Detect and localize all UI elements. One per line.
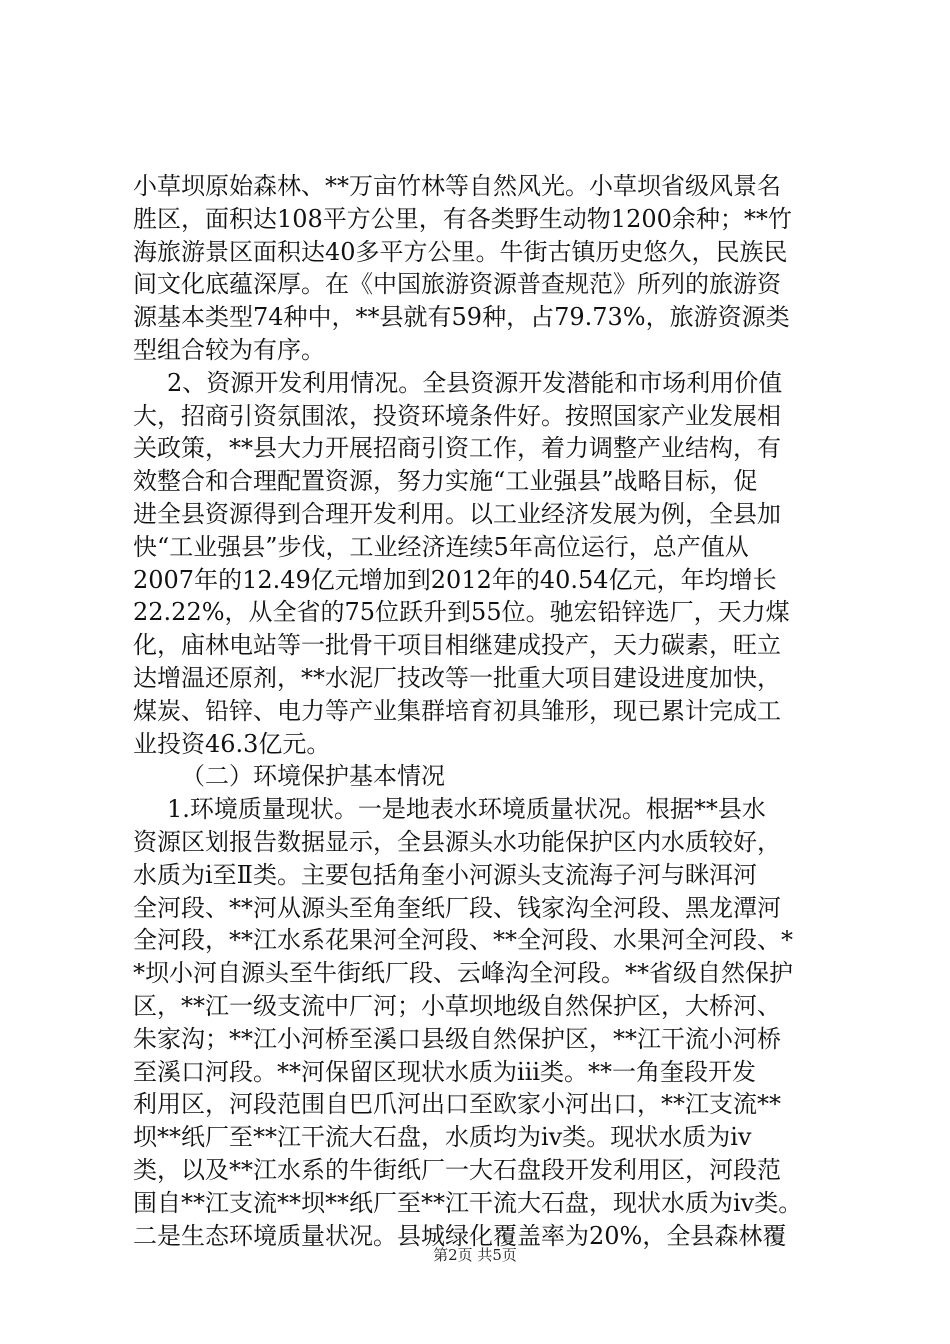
text-line: 间文化底蕴深厚。在《中国旅游资源普查规范》所列的旅游资	[133, 270, 781, 299]
text-line: 业投资46.3亿元。	[133, 729, 331, 758]
text-line: 二是生态环境质量状况。县城绿化覆盖率为20%，全县森林覆	[133, 1221, 787, 1250]
text-line: 2007年的12.49亿元增加到2012年的40.54亿元，年均增长	[133, 565, 777, 594]
section-heading: （二）环境保护基本情况	[181, 762, 445, 791]
text-line: 22.22%，从全省的75位跃升到55位。驰宏铅锌选厂，天力煤	[133, 598, 790, 627]
text-line: *坝小河自源头至牛街纸厂段、云峰沟全河段。**省级自然保护	[133, 959, 793, 988]
text-line: 煤炭、铅锌、电力等产业集群培育初具雏形，现已累计完成工	[133, 696, 781, 725]
text-line: 至溪口河段。**河保留区现状水质为ⅲ类。**一角奎段开发	[133, 1057, 757, 1086]
text-line: 全河段，**江水系花果河全河段、**全河段、水果河全河段、*	[133, 926, 793, 955]
text-line: 大，招商引资氛围浓，投资环境条件好。按照国家产业发展相	[133, 401, 781, 430]
text-line: 效整合和合理配置资源，努力实施“工业强县”战略目标，促	[133, 467, 758, 496]
text-line: 区，**江一级支流中厂河；小草坝地级自然保护区，大桥河、	[133, 991, 781, 1020]
paragraph-start-line: 1.环境质量现状。一是地表水环境质量状况。根据**县水	[167, 795, 766, 824]
text-line: 类，以及**江水系的牛街纸厂一大石盘段开发利用区，河段范	[133, 1155, 781, 1184]
text-line: 坝**纸厂至**江干流大石盘，水质均为ⅳ类。现状水质为ⅳ	[133, 1123, 752, 1152]
text-line: 资源区划报告数据显示，全县源头水功能保护区内水质较好，	[133, 827, 781, 856]
text-line: 利用区，河段范围自巴爪河出口至欧家小河出口，**江支流**	[133, 1090, 781, 1119]
text-line: 水质为ⅰ至Ⅱ类。主要包括角奎小河源头支流海子河与眯洱河	[133, 860, 757, 889]
text-line: 进全县资源得到合理开发利用。以工业经济发展为例，全县加	[133, 499, 781, 528]
text-line: 关政策，**县大力开展招商引资工作，着力调整产业结构，有	[133, 434, 781, 463]
text-line: 围自**江支流**坝**纸厂至**江干流大石盘，现状水质为ⅳ类。	[133, 1188, 803, 1217]
text-line: 达增温还原剂，**水泥厂技改等一批重大项目建设进度加快，	[133, 663, 781, 692]
text-line: 海旅游景区面积达40多平方公里。牛街古镇历史悠久，民族民	[133, 237, 788, 266]
text-line: 全河段、**河从源头至角奎纸厂段、钱家沟全河段、黑龙潭河	[133, 893, 781, 922]
text-line: 型组合较为有序。	[133, 335, 325, 364]
text-line: 快“工业强县”步伐，工业经济连续5年高位运行，总产值从	[133, 532, 749, 561]
text-line: 源基本类型74种中，**县就有59种，占79.73%，旅游资源类	[133, 303, 790, 332]
text-line: 小草坝原始森林、**万亩竹林等自然风光。小草坝省级风景名	[133, 172, 781, 200]
page-footer: 第2页 共5页	[433, 1246, 517, 1264]
paragraph-start-line: 2、资源开发利用情况。全县资源开发潜能和市场利用价值	[167, 368, 783, 397]
text-line: 化，庙林电站等一批骨干项目相继建成投产，天力碳素，旺立	[133, 631, 781, 660]
text-line: 朱家沟；**江小河桥至溪口县级自然保护区，**江干流小河桥	[133, 1024, 781, 1053]
text-line: 胜区，面积达108平方公里，有各类野生动物1200余种；**竹	[133, 204, 792, 233]
body-text	[133, 170, 838, 1252]
